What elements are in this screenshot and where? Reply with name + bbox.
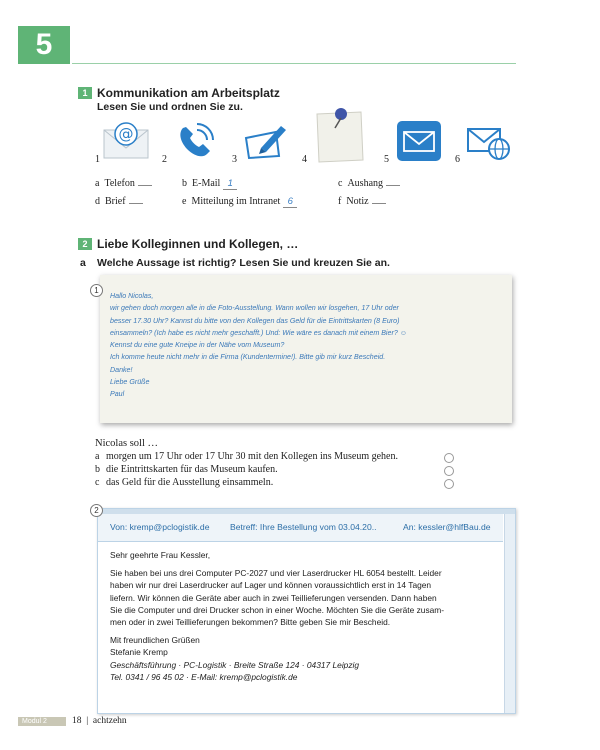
email-body-line: liefern. Wir können die Geräte aber auch in zwei Teillieferungen versenden. Dann haben bbox=[110, 592, 437, 603]
email-greeting: Sehr geehrte Frau Kessler, bbox=[110, 550, 211, 560]
email-body bbox=[110, 549, 495, 683]
note-line: wir gehen doch morgen alle in die Foto-Ausstellung. Wann wollen wir losgehen, 17 Uhr oder bbox=[110, 304, 399, 313]
email-subject: Betreff: Ihre Bestellung vom 03.04.20.. bbox=[230, 522, 377, 532]
icon-number-4: 4 bbox=[302, 154, 307, 165]
email-header bbox=[98, 514, 503, 542]
letter-envelope-icon bbox=[396, 119, 442, 163]
email-from: Von: kremp@pclogistik.de bbox=[110, 522, 210, 532]
note-line: Liebe Grüße bbox=[110, 378, 150, 387]
match-answer-c[interactable] bbox=[386, 185, 400, 186]
match-item-f: f Notiz bbox=[338, 196, 386, 207]
telephone-icon bbox=[175, 120, 217, 162]
option-b-radio[interactable] bbox=[444, 466, 454, 476]
icon-number-3: 3 bbox=[232, 154, 237, 165]
match-item-e: e Mitteilung im Intranet 6 bbox=[182, 196, 297, 208]
chapter-number: 5 bbox=[18, 26, 70, 64]
match-item-a: a Telefon bbox=[95, 178, 152, 189]
option-c: c das Geld für die Ausstellung einsammeln. bbox=[95, 477, 274, 488]
note-line: Paul bbox=[110, 390, 125, 399]
email-closing: Mit freundlichen Grüßen bbox=[110, 635, 200, 646]
match-answer-e[interactable]: 6 bbox=[283, 196, 297, 208]
page-number: 18 bbox=[72, 716, 82, 726]
icon-number-5: 5 bbox=[384, 154, 389, 165]
notepad-pen-icon bbox=[243, 120, 289, 160]
exercise-1-number: 1 bbox=[78, 87, 92, 99]
footer-module-label: Modul 2 bbox=[22, 718, 47, 725]
exercise-2-part-a-letter: a bbox=[80, 257, 86, 269]
match-item-b: b E-Mail 1 bbox=[182, 178, 237, 190]
email-body-line: Sie die Computer und drei Drucker schon in einer Woche. Möchten Sie die Geräte zusam- bbox=[110, 604, 445, 615]
note-line: besser 17.30 Uhr? Kannst du bitte von den Kollegen das Geld für die Eintrittskarten (8 Euro) bbox=[110, 316, 400, 325]
note-line: Hallo Nicolas, bbox=[110, 292, 154, 300]
note-line: Ich komme heute nicht mehr in die Firma (Kundentermine!). Bitte gib mir kurz Bescheid. bbox=[110, 353, 386, 362]
note-marker: 1 bbox=[90, 284, 103, 297]
footer-page: 18 | achtzehn bbox=[72, 716, 127, 726]
exercise-1-instruction: Lesen Sie und ordnen Sie zu. bbox=[97, 101, 243, 113]
note-text bbox=[110, 290, 500, 401]
option-c-radio[interactable] bbox=[444, 479, 454, 489]
exercise-1-title: Kommunikation am Arbeitsplatz bbox=[97, 86, 280, 100]
email-scrollbar[interactable] bbox=[504, 514, 515, 713]
email-marker: 2 bbox=[90, 504, 103, 517]
svg-text:@: @ bbox=[118, 125, 134, 143]
page-word: achtzehn bbox=[92, 716, 127, 726]
email-signature-address: Geschäftsführung · PC-Logistik · Breite Straße 124 · 04317 Leipzig bbox=[110, 659, 360, 670]
chapter-divider bbox=[72, 63, 516, 64]
match-answer-b[interactable]: 1 bbox=[223, 178, 237, 190]
intranet-mail-globe-icon bbox=[466, 125, 512, 161]
icon-number-1: 1 bbox=[95, 154, 100, 165]
icon-number-2: 2 bbox=[162, 154, 167, 165]
option-a-radio[interactable] bbox=[444, 453, 454, 463]
note-line: Danke! bbox=[110, 365, 133, 374]
email-to: An: kessler@hlfBau.de bbox=[403, 522, 491, 532]
exercise-2-title: Liebe Kolleginnen und Kollegen, … bbox=[97, 237, 299, 251]
match-answer-d[interactable] bbox=[129, 203, 143, 204]
email-signature-contact: Tel. 0341 / 96 45 02 · E-Mail: kremp@pclogistik.de bbox=[110, 671, 298, 682]
question-intro: Nicolas soll … bbox=[95, 438, 158, 449]
email-envelope-icon bbox=[101, 118, 151, 162]
match-item-d: d Brief bbox=[95, 196, 143, 207]
email-sender-name: Stefanie Kremp bbox=[110, 647, 168, 658]
note-line: Kennst du eine gute Kneipe in der Nähe vom Museum? bbox=[110, 341, 285, 350]
match-item-c: c Aushang bbox=[338, 178, 400, 189]
pinned-notice-icon bbox=[313, 104, 365, 164]
icon-number-6: 6 bbox=[455, 154, 460, 165]
option-b: b die Eintrittskarten für das Museum kaufen. bbox=[95, 464, 278, 475]
email-window bbox=[97, 508, 516, 714]
email-body-line: men oder in zwei Teillieferungen bekommen? Bitte geben Sie mir Bescheid. bbox=[110, 617, 391, 628]
exercise-2-part-a-instruction: Welche Aussage ist richtig? Lesen Sie und kreuzen Sie an. bbox=[97, 257, 390, 269]
exercise-2-number: 2 bbox=[78, 238, 92, 250]
note-line: einsammeln? (Ich habe es nicht mehr geschafft.) Und: Wie wäre es danach mit einem Bier? ☺ bbox=[110, 328, 407, 337]
email-body-line: Sie haben bei uns drei Computer PC-2027 und vier Laserdrucker HL 6054 bestellt. Leider bbox=[110, 568, 442, 579]
match-answer-f[interactable] bbox=[372, 203, 386, 204]
match-answer-a[interactable] bbox=[138, 185, 152, 186]
email-body-line: haben wir nur drei Laserdrucker auf Lager und können voraussichtlich erst in 14 Tagen bbox=[110, 580, 432, 591]
option-a: a morgen um 17 Uhr oder 17 Uhr 30 mit den Kollegen ins Museum gehen. bbox=[95, 451, 398, 462]
